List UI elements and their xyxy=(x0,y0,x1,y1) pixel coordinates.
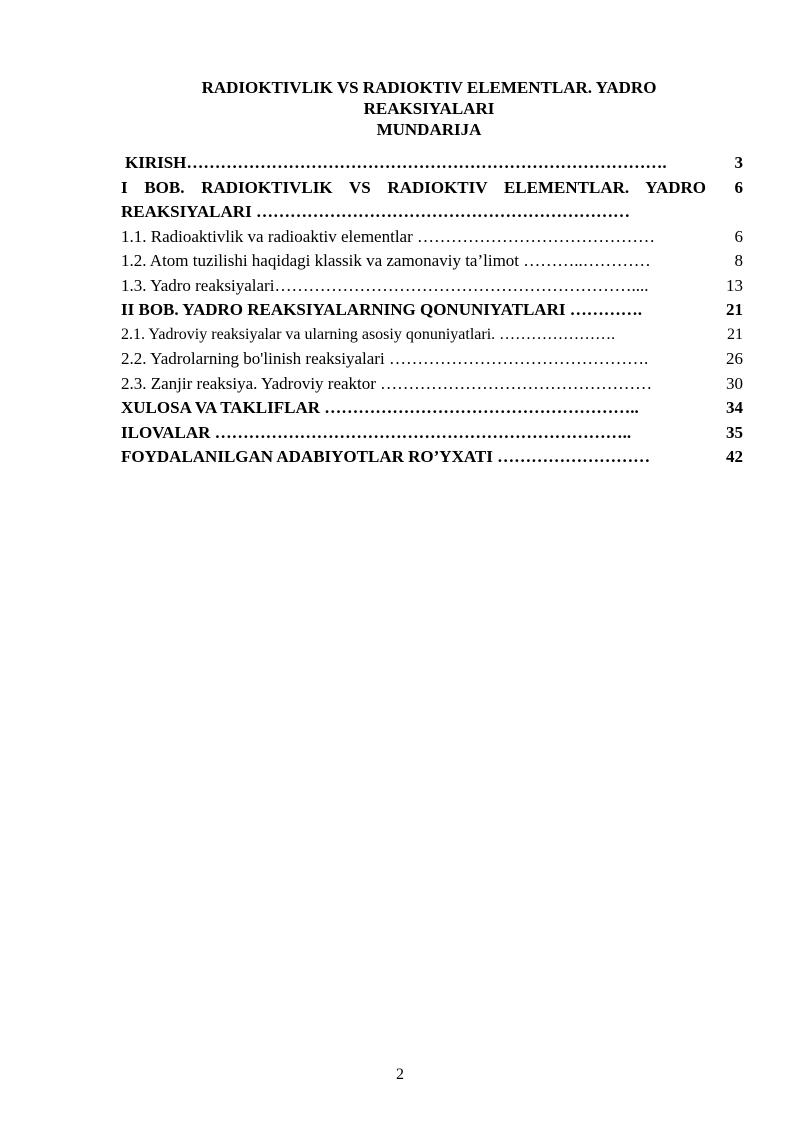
toc-entry-1-1 xyxy=(121,225,743,250)
toc-entry-text: 1.2. Atom tuzilishi haqidagi klassik va zamonaviy ta’limot ………..………… xyxy=(121,251,651,270)
page-number: 2 xyxy=(396,1066,404,1083)
toc-entry-text: ILOVALAR ……………………………………………………………….. xyxy=(121,422,632,442)
table-of-contents xyxy=(121,151,743,470)
toc-entry-text: 2.2. Yadrolarning bo'linish reaksiyalari ………………………………………. xyxy=(121,349,649,368)
toc-entry-page: 6 xyxy=(734,226,743,246)
toc-entry-page: 30 xyxy=(726,373,743,393)
toc-entry-2-2 xyxy=(121,347,743,372)
toc-entry-text: I BOB. RADIOKTIVLIK VS RADIOKTIV ELEMENTLAR. YADRO REAKSIYALARI ………………………………………………………… xyxy=(121,177,706,221)
toc-entry-page: 13 xyxy=(726,275,743,295)
toc-entry-page: 34 xyxy=(726,398,743,417)
toc-entry-page: 8 xyxy=(734,251,743,270)
document-title xyxy=(120,77,738,140)
toc-entry-text: 2.3. Zanjir reaksiya. Yadroviy reaktor ………………………………………… xyxy=(121,373,653,393)
toc-entry-ilovalar xyxy=(121,421,743,446)
toc-entry-text: 1.3. Yadro reaksiyalari……………………………………………………….... xyxy=(121,275,649,295)
toc-entry-text: 1.1. Radioaktivlik va radioaktiv elementlar …………………………………… xyxy=(121,226,655,246)
toc-entry-page: 3 xyxy=(734,153,743,172)
toc-entry-xulosa xyxy=(121,396,743,421)
toc-entry-text: 2.1. Yadroviy reaksiyalar va ularning asosiy qonuniyatlari. …………………. xyxy=(121,325,616,343)
toc-entry-text: KIRISH…………………………………………………………………………. xyxy=(125,153,667,172)
toc-entry-page: 35 xyxy=(726,422,743,442)
toc-entry-text: II BOB. YADRO REAKSIYALARNING QONUNIYATLARI …………. xyxy=(121,300,642,319)
toc-entry-chapter-2 xyxy=(121,298,743,323)
toc-entry-chapter-1 xyxy=(121,176,743,225)
toc-entry-page: 26 xyxy=(726,349,743,368)
toc-entry-2-1 xyxy=(121,323,743,348)
contents-heading: MUNDARIJA xyxy=(376,120,482,139)
toc-entry-kirish xyxy=(121,151,743,176)
title-line-1: RADIOKTIVLIK VS RADIOKTIV ELEMENTLAR. YADRO xyxy=(201,78,657,97)
toc-entry-text: XULOSA VA TAKLIFLAR ……………………………………………….. xyxy=(121,398,639,417)
toc-entry-2-3 xyxy=(121,372,743,397)
toc-entry-page: 6 xyxy=(734,177,743,197)
title-line-2: REAKSIYALARI xyxy=(363,99,495,118)
toc-entry-page: 21 xyxy=(726,300,743,319)
toc-entry-adabiyotlar xyxy=(121,445,743,470)
toc-entry-text: FOYDALANILGAN ADABIYOTLAR RO’YXATI ……………………… xyxy=(121,447,651,466)
toc-entry-1-3 xyxy=(121,274,743,299)
toc-entry-page: 21 xyxy=(727,325,743,343)
toc-entry-page: 42 xyxy=(726,447,743,466)
toc-entry-1-2 xyxy=(121,249,743,274)
